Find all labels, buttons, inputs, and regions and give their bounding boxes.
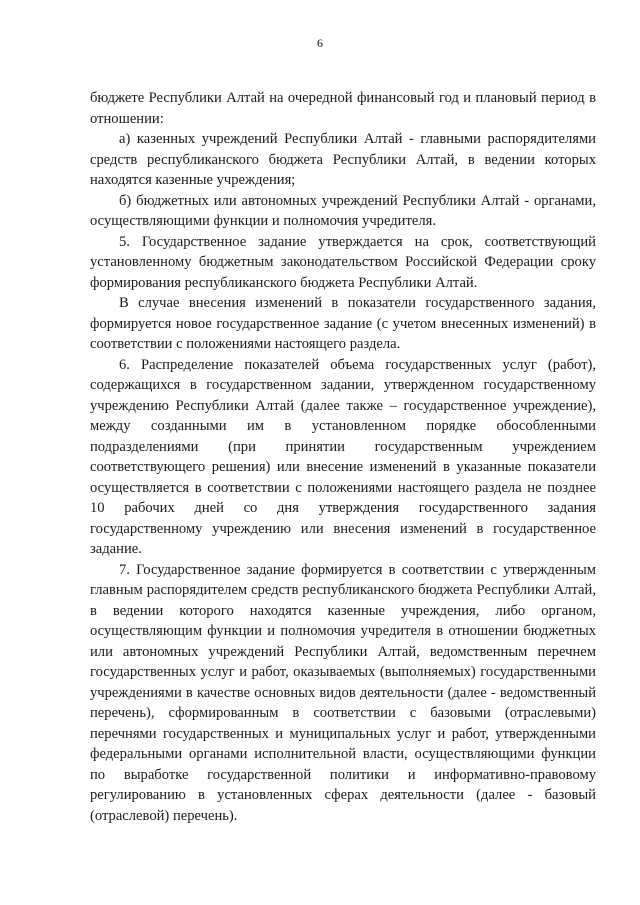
paragraph-clause-7: 7. Государственное задание формируется в соответствии с утвержденным главным распорядителем средств республиканского бюджета Республики Алтай, в ведении которого находятся казенные учреждения, либо органом, осуществляющим функции и полномочия учредителя в отношении бюджетных или автономных учреждений Республики Алтай, ведомственным перечнем государственных услуг и работ, оказываемых (выполняемых) государственными учреждениями в качестве основных видов деятельности (далее - ведомственный перечень), сформированным в соответствии с базовыми (отраслевыми) перечнями государственных и муниципальных услуг и работ, утвержденными федеральными органами исполнительной власти, осуществляющими функции по выработке государственной политики и информативно-правовому регулированию в установленных сферах деятельности (далее - базовый (отраслевой) перечень). — [90, 561, 596, 824]
paragraph-budget-intro: бюджете Республики Алтай на очередной финансовый год и плановый период в отношении: — [90, 90, 596, 127]
paragraph-item-b: б) бюджетных или автономных учреждений Республики Алтай - органами, осуществляющими функции и полномочия учредителя. — [90, 192, 596, 229]
paragraph-item-a: а) казенных учреждений Республики Алтай - главными распорядителями средств республиканского бюджета Республики Алтай, в ведении которых находятся казенные учреждения; — [90, 131, 596, 188]
document-body — [90, 88, 596, 826]
paragraph-clause-5: 5. Государственное задание утверждается на срок, соответствующий установленному бюджетным законодательством Российской Федерации сроку формирования республиканского бюджета Республики Алтай. — [90, 233, 596, 291]
paragraph-changes: В случае внесения изменений в показатели государственного задания, формируется новое государственное задание (с учетом внесенных изменений) в соответствии с положениями настоящего раздела. — [90, 295, 596, 352]
paragraph-clause-6: 6. Распределение показателей объема государственных услуг (работ), содержащихся в государственном задании, утвержденном государственному учреждению Республики Алтай (далее также – государственное учреждение), между созданными им в установленном порядке обособленными подразделениями (при принятии государственным учреждением соответствующего решения) или внесение изменений в указанные показатели осуществляется в соответствии с положениями настоящего раздела не позднее 10 рабочих дней со дня утверждения государственного задания государственному учреждению или внесения изменений в государственное задание. — [90, 356, 596, 557]
page-number: 6 — [317, 36, 323, 50]
